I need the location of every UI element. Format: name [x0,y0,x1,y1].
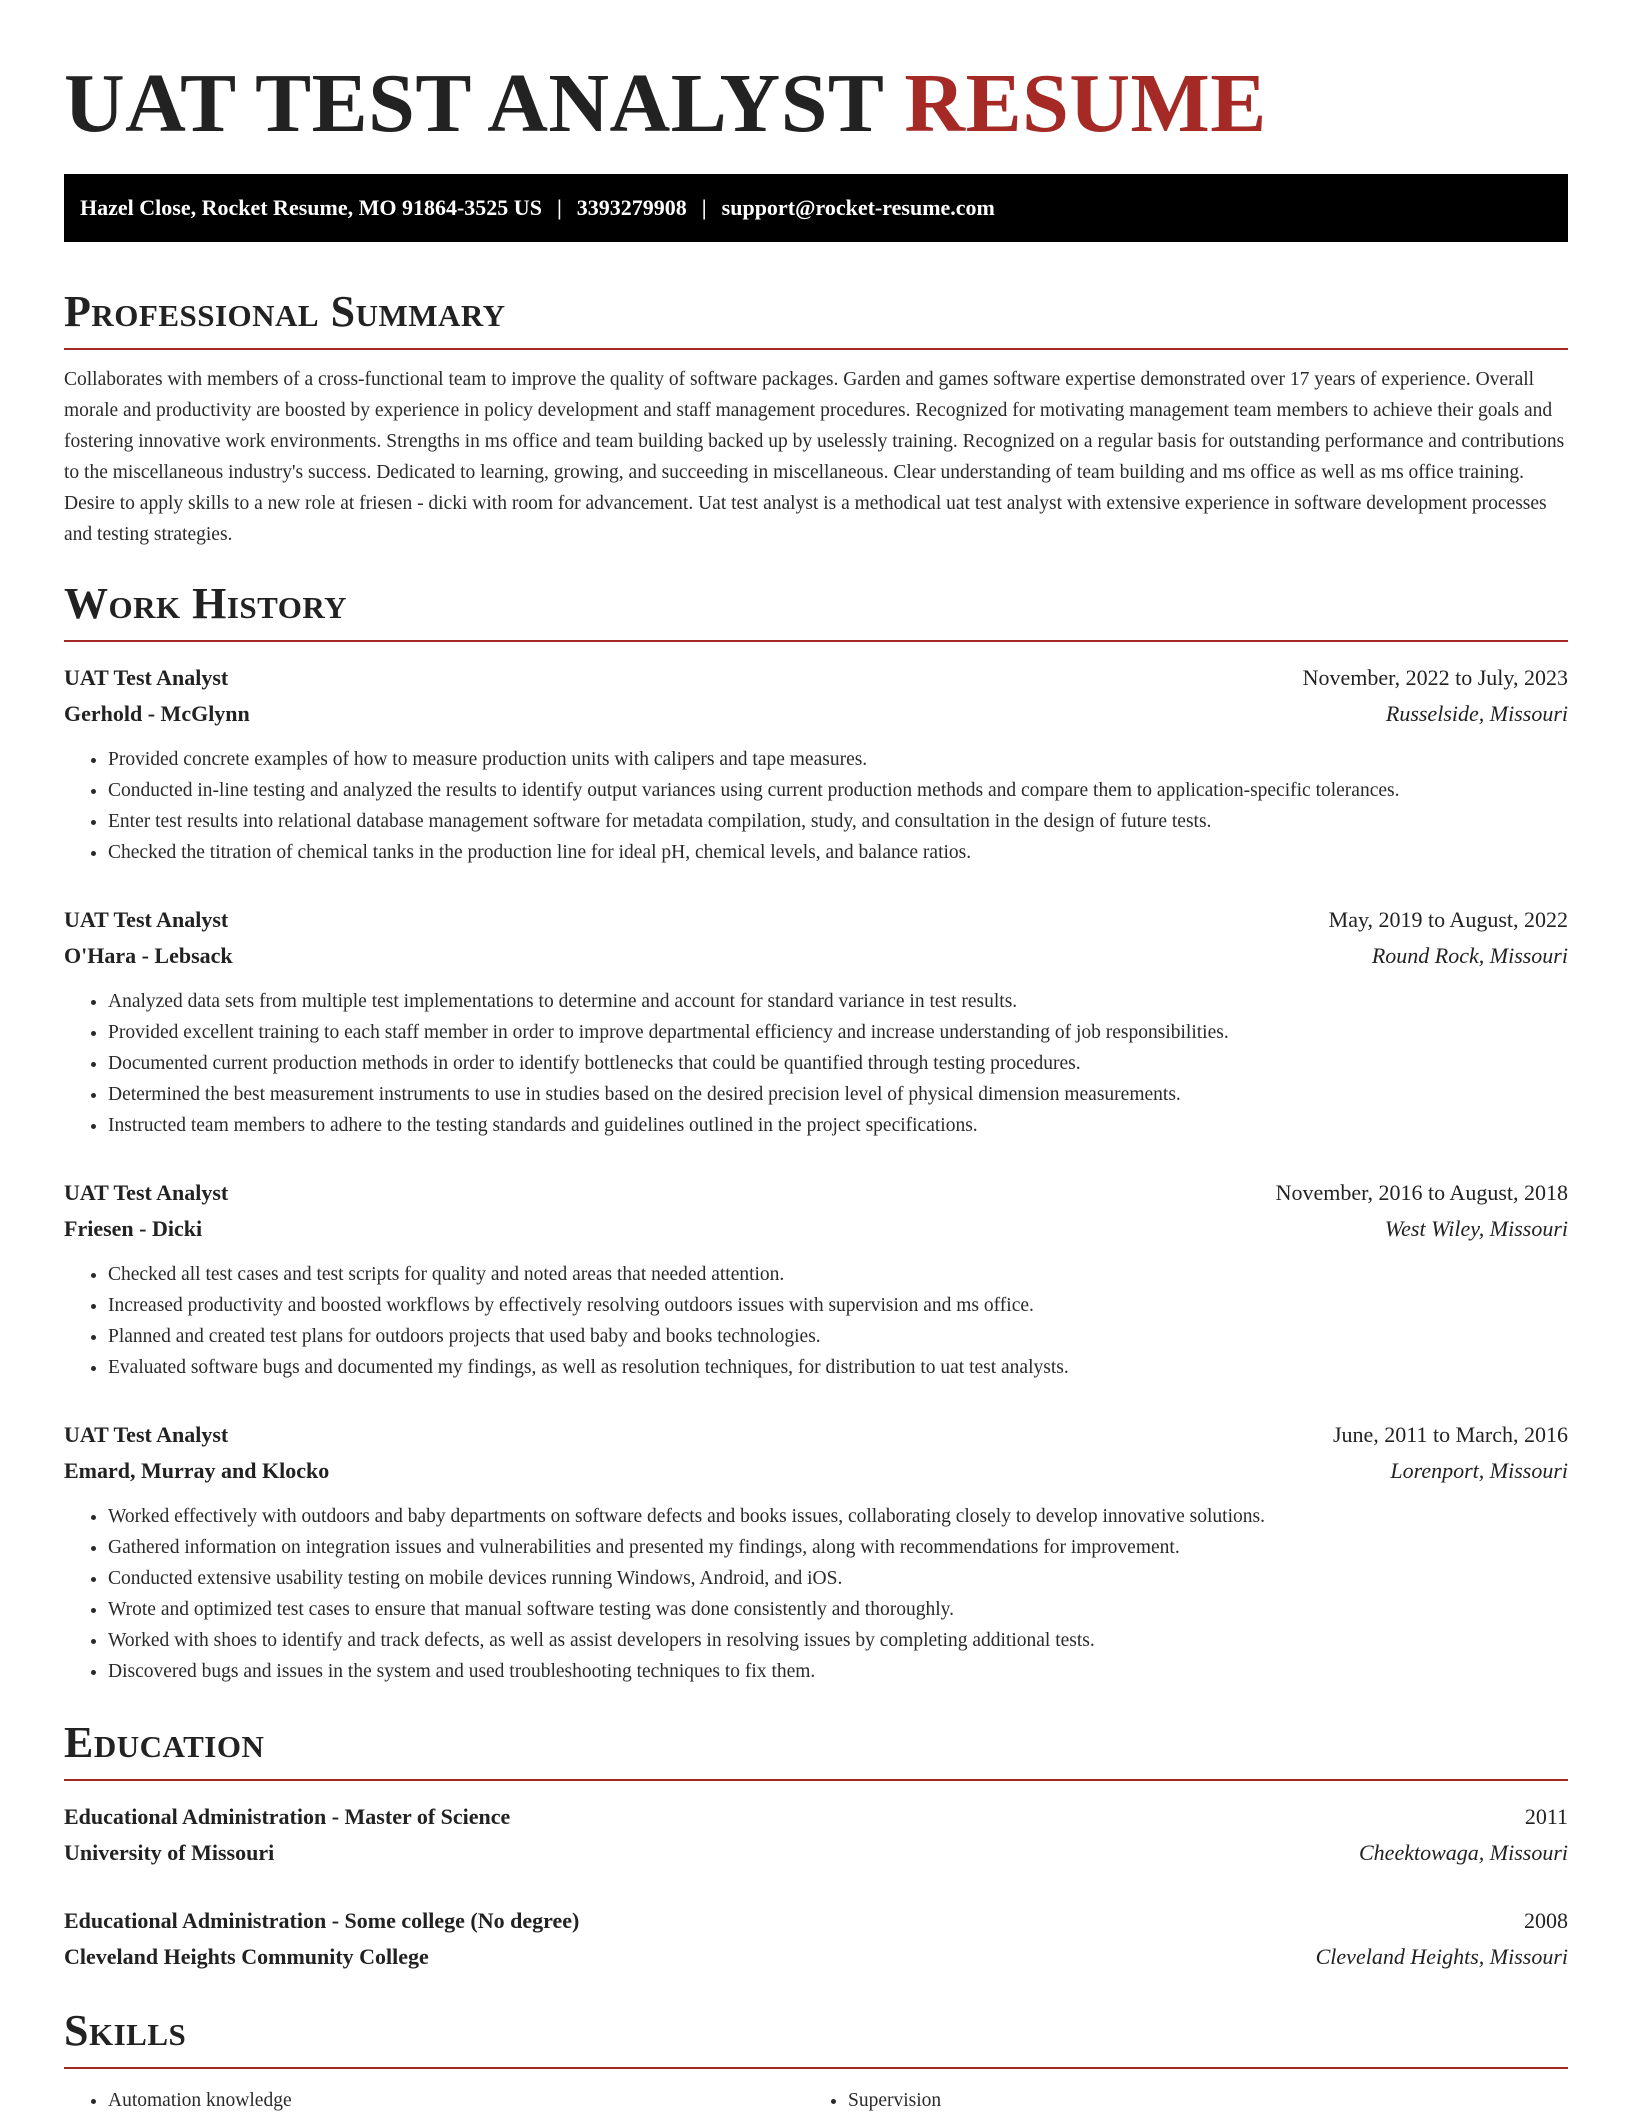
job-title: UAT Test Analyst [64,1180,229,1205]
job-bullets [64,986,1568,1141]
list-item: • Checked the titration of chemical tanks in the production line for ideal pH, chemical levels, and balance ratios. [108,837,1568,868]
section-heading-education: Education [64,1717,1568,1781]
job-dates: May, 2019 to August, 2022 [1328,907,1568,932]
job-entry [64,902,1568,1141]
title-accent: RESUME [904,57,1267,150]
section-heading-summary: Professional Summary [64,286,1568,350]
education-entry [64,1799,1568,1871]
job-company: Gerhold - McGlynn [64,701,250,726]
skills-column-left [64,2085,804,2112]
education-degree: Educational Administration - Master of Science [64,1804,511,1829]
resume-page [64,0,1568,2112]
title-main: UAT TEST ANALYST [64,57,883,150]
list-item: • Determined the best measurement instruments to use in studies based on the desired precision level of physical dimension measurements. [108,1079,1568,1110]
list-item: • Conducted in-line testing and analyzed the results to identify output variances using current production methods and compare them to application-specific tolerances. [108,775,1568,806]
education-degree: Educational Administration - Some college (No degree) [64,1908,580,1933]
job-entry [64,1417,1568,1687]
list-item: • Worked effectively with outdoors and baby departments on software defects and books issues, collaborating closely to develop innovative solutions. [108,1501,1568,1532]
section-heading-work: Work History [64,578,1568,642]
skills-list [64,2085,1568,2112]
job-dates: November, 2022 to July, 2023 [1302,665,1568,690]
work-history-section [64,578,1568,1687]
contact-separator: | [701,195,707,220]
list-item: • Discovered bugs and issues in the system and used troubleshooting techniques to fix them. [108,1656,1568,1687]
skills-section [64,2005,1568,2112]
job-bullets [64,1501,1568,1687]
job-bullets [64,744,1568,868]
summary-text: Collaborates with members of a cross-functional team to improve the quality of software packages. Garden and games software expertise demonstrated over 17 years of experience. Overall morale and productivity are boosted by experience in policy development and staff management procedures. Recognized for motivating management team members to achieve their goals and fostering innovative work environments. Strengths in ms office and team building backed up by uselessly training. Recognized on a regular basis for outstanding performance and contributions to the miscellaneous industry's success. Dedicated to learning, growing, and succeeding in miscellaneous. Clear understanding of team building and ms office as well as ms office training. Desire to apply skills to a new role at friesen - dicki with room for advancement. Uat test analyst is a methodical uat test analyst with extensive experience in software development processes and testing strategies. [64,369,1565,545]
contact-phone[interactable]: 3393279908 [576,195,687,220]
education-location: Cheektowaga, Missouri [1359,1840,1568,1865]
list-item: • Planned and created test plans for outdoors projects that used baby and books technologies. [108,1321,1568,1352]
job-title: UAT Test Analyst [64,907,229,932]
list-item: • Instructed team members to adhere to the testing standards and guidelines outlined in the project specifications. [108,1110,1568,1141]
skill-item: • Automation knowledge [108,2085,804,2112]
job-company: O'Hara - Lebsack [64,943,233,968]
job-entry [64,660,1568,868]
job-title: UAT Test Analyst [64,1422,229,1447]
education-year: 2011 [1524,1804,1568,1829]
list-item: • Conducted extensive usability testing on mobile devices running Windows, Android, and iOS. [108,1563,1568,1594]
education-location: Cleveland Heights, Missouri [1315,1944,1568,1969]
list-item: • Evaluated software bugs and documented my findings, as well as resolution techniques, for distribution to uat test analysts. [108,1352,1568,1383]
job-location: Russelside, Missouri [1385,701,1568,726]
education-entry [64,1903,1568,1975]
job-location: Round Rock, Missouri [1371,943,1568,968]
job-location: Lorenport, Missouri [1390,1458,1568,1483]
list-item: • Provided concrete examples of how to measure production units with calipers and tape measures. [108,744,1568,775]
job-dates: June, 2011 to March, 2016 [1332,1422,1568,1447]
education-year: 2008 [1524,1908,1568,1933]
section-heading-skills: Skills [64,2005,1568,2069]
list-item: • Analyzed data sets from multiple test implementations to determine and account for standard variance in test results. [108,986,1568,1017]
list-item: • Provided excellent training to each staff member in order to improve departmental efficiency and increase understanding of job responsibilities. [108,1017,1568,1048]
job-bullets [64,1259,1568,1383]
list-item: • Enter test results into relational database management software for metadata compilation, study, and consultation in the design of future tests. [108,806,1568,837]
job-location: West Wiley, Missouri [1384,1216,1568,1241]
job-company: Friesen - Dicki [64,1216,203,1241]
skill-item: • Supervision [848,2085,1544,2112]
contact-email[interactable]: support@rocket-resume.com [721,195,995,220]
job-entry [64,1175,1568,1383]
job-title: UAT Test Analyst [64,665,229,690]
education-school: University of Missouri [64,1840,275,1865]
list-item: • Wrote and optimized test cases to ensure that manual software testing was done consistently and thoroughly. [108,1594,1568,1625]
professional-summary-section [64,286,1568,550]
list-item: • Worked with shoes to identify and track defects, as well as assist developers in resolving issues by completing additional tests. [108,1625,1568,1656]
contact-separator: | [556,195,562,220]
contact-bar [64,174,1568,242]
contact-address: Hazel Close, Rocket Resume, MO 91864-3525 US [80,195,542,220]
education-section [64,1717,1568,1975]
skills-column-right [804,2085,1544,2112]
list-item: • Documented current production methods in order to identify bottlenecks that could be quantified through testing procedures. [108,1048,1568,1079]
job-dates: November, 2016 to August, 2018 [1275,1180,1568,1205]
list-item: • Checked all test cases and test scripts for quality and noted areas that needed attention. [108,1259,1568,1290]
resume-title [64,58,1568,150]
list-item: • Gathered information on integration issues and vulnerabilities and presented my findings, along with recommendations for improvement. [108,1532,1568,1563]
list-item: • Increased productivity and boosted workflows by effectively resolving outdoors issues with supervision and ms office. [108,1290,1568,1321]
education-school: Cleveland Heights Community College [64,1944,429,1969]
job-company: Emard, Murray and Klocko [64,1458,330,1483]
